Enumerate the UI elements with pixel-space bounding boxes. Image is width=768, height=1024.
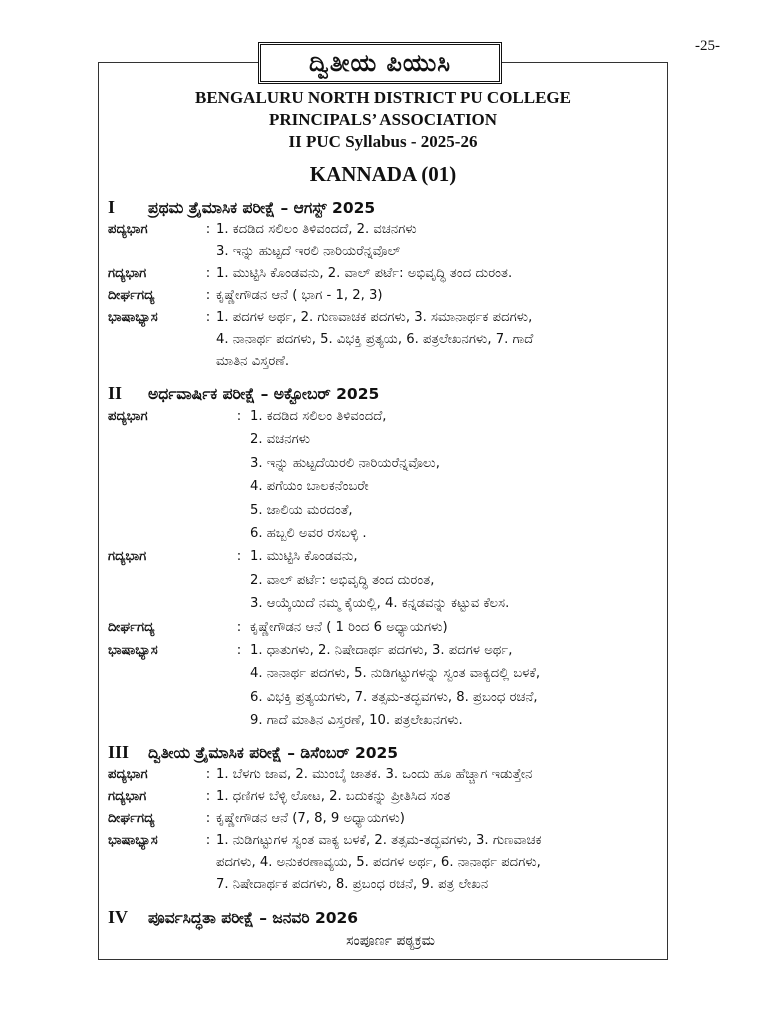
row-label: ದೀರ್ಘಗದ್ಯ xyxy=(108,619,155,635)
section-heading: ಪೂರ್ವಸಿದ್ಧತಾ ಪರೀಕ್ಷೆ – ಜನವರಿ 2026 xyxy=(148,909,359,928)
row-item: 1. ಪದಗಳ ಅರ್ಥ, 2. ಗುಣವಾಚಕ ಪದಗಳು, 3. ಸಮಾನಾರ್ಥಕ ಪದಗಳು, xyxy=(216,310,533,325)
row-item: 1. ಮುಟ್ಟಿಸಿ ಕೊಂಡವನು, xyxy=(250,549,358,565)
row-label: ಭಾಷಾಭ್ಯಾಸ xyxy=(108,833,158,849)
row-label: ಗದ್ಯಭಾಗ xyxy=(108,266,147,281)
syllabus-row: ಗದ್ಯಭಾಗ : 1. ಮುಟ್ಟಿಸಿ ಕೊಂಡವನು, 2. ವಾಲ್ ಪರ್ಟೆ: ಅಭಿವೃದ್ಧಿ ತಂದ ದುರಂತ. xyxy=(108,263,663,285)
section-title xyxy=(108,740,663,764)
row-item: 1. ಮುಟ್ಟಿಸಿ ಕೊಂಡವನು, 2. ವಾಲ್ ಪರ್ಟೆ: ಅಭಿವೃದ್ಧಿ ತಂದ ದುರಂತ. xyxy=(216,266,513,281)
section-half-yearly xyxy=(108,381,663,732)
row-label: ದೀರ್ಘಗದ್ಯ xyxy=(108,811,155,827)
row-label: ಗದ್ಯಭಾಗ xyxy=(108,549,147,565)
row-item: ಮಾತಿನ ವಿಸ್ತರಣೆ. xyxy=(216,354,290,369)
section-heading: ಪ್ರಥಮ ತ್ರೈಮಾಸಿಕ ಪರೀಕ್ಷೆ – ಆಗಸ್ಟ್ 2025 xyxy=(148,199,376,217)
row-item: 2. ವಾಲ್ ಪರ್ಟೆ: ಅಭಿವೃದ್ಧಿ ತಂದ ದುರಂತ, xyxy=(250,572,435,588)
row-item: 1. ಧಾತುಗಳು, 2. ನಿಷೇದಾರ್ಥ ಪದಗಳು, 3. ಪದಗಳ ಅರ್ಥ, xyxy=(250,642,513,658)
row-item: 3. ಇನ್ನು ಹುಟ್ಟದೆ ಇರಲಿ ನಾರಿಯರೆನ್ನವೊಲ್ xyxy=(216,244,401,259)
section-second-quarterly xyxy=(108,740,663,896)
syllabus-row: ಪದ್ಯಭಾಗ : 1. ಕದಡಿದ ಸಲಿಲಂ ತಿಳಿವಂದದೆ, 2. ವಚನಗಳು 3. ಇನ್ನು ಹುಟ್ಟದೆಯಿರಲಿ ನಾರಿಯರೆನ್ನವೊಲು, 4. ಪಗೆಯಂ ಬಾಲಕನೆಂಬರೇ 5. ಜಾಲಿಯ ಮರದಂತೆ, 6. ಹಬ್ಬಲಿ ಅವರ ರಸಬಳ್ಳಿ . xyxy=(108,405,663,545)
syllabus-row: ಪದ್ಯಭಾಗ : 1. ಕದಡಿದ ಸಲಿಲಂ ತಿಳಿವಂದದೆ, 2. ವಚನಗಳು 3. ಇನ್ನು ಹುಟ್ಟದೆ ಇರಲಿ ನಾರಿಯರೆನ್ನವೊಲ್ xyxy=(108,219,663,263)
section-number: I xyxy=(108,197,116,217)
row-label: ಭಾಷಾಭ್ಯಾಸ xyxy=(108,310,158,325)
row-item: 1. ಕದಡಿದ ಸಲಿಲಂ ತಿಳಿವಂದದೆ, 2. ವಚನಗಳು xyxy=(216,222,417,237)
row-item: 1. ಧಣಿಗಳ ಬೆಳ್ಳಿ ಲೋಟ, 2. ಬದುಕನ್ನು ಪ್ರೀತಿಸಿದ ಸಂತ xyxy=(216,789,451,805)
row-item: 2. ವಚನಗಳು xyxy=(250,432,311,448)
section-number: IV xyxy=(108,907,129,928)
row-label: ಪದ್ಯಭಾಗ xyxy=(108,409,148,424)
section-title xyxy=(108,381,663,405)
syllabus-row: ಭಾಷಾಭ್ಯಾಸ : 1. ನುಡಿಗಟ್ಟುಗಳ ಸ್ವಂತ ವಾಕ್ಯ ಬಳಕೆ, 2. ತತ್ಸಮ-ತದ್ಭವಗಳು, 3. ಗುಣವಾಚಕ ಪದಗಳು, 4. ಅನುಕರಣಾವ್ಯಯ, 5. ಪದಗಳ ಅರ್ಥ, 6. ನಾನಾರ್ಥ ಪದಗಳು, 7. ನಿಷೇದಾರ್ಥಕ ಪದಗಳು, 8. ಪ್ರಬಂಧ ರಚನೆ, 9. ಪತ್ರ ಲೇಖನ xyxy=(108,830,663,896)
row-item: 1. ಬೆಳಗು ಜಾವ, 2. ಮುಂಬೈ ಜಾತಕ. 3. ಒಂದು ಹೂ ಹೆಚ್ಚಾಗ ಇಡುತ್ತೇನ xyxy=(216,767,533,783)
row-item: ಕೃಷ್ಣೇಗೌಡನ ಆನೆ (7, 8, 9 ಅಧ್ಯಾಯಗಳು) xyxy=(216,811,405,827)
row-item: ಕೃಷ್ಣೇಗೌಡನ ಆನೆ ( ಭಾಗ - 1, 2, 3) xyxy=(216,288,383,303)
row-item: ಪದಗಳು, 4. ಅನುಕರಣಾವ್ಯಯ, 5. ಪದಗಳ ಅರ್ಥ, 6. ನಾನಾರ್ಥ ಪದಗಳು, xyxy=(216,855,541,871)
syllabus-row: ಪದ್ಯಭಾಗ : 1. ಬೆಳಗು ಜಾವ, 2. ಮುಂಬೈ ಜಾತಕ. 3. ಒಂದು ಹೂ ಹೆಚ್ಚಾಗ ಇಡುತ್ತೇನ xyxy=(108,764,663,786)
subject-title: KANNADA (01) xyxy=(309,162,457,186)
section-title xyxy=(108,904,663,930)
row-item: 1. ಕದಡಿದ ಸಲಿಲಂ ತಿಳಿವಂದದೆ, xyxy=(250,409,387,424)
row-item: ಕೃಷ್ಣೇಗೌಡನ ಆನೆ ( 1 ರಿಂದ 6 ಅಧ್ಯಾಯಗಳು) xyxy=(250,619,448,635)
row-label: ದೀರ್ಘಗದ್ಯ xyxy=(108,288,155,303)
section-number: II xyxy=(108,383,123,403)
page-number: -25- xyxy=(695,38,720,54)
section-heading: ಅರ್ಧವಾರ್ಷಿಕ ಪರೀಕ್ಷೆ – ಅಕ್ಟೋಬರ್ 2025 xyxy=(148,385,380,403)
syllabus-row: ಭಾಷಾಭ್ಯಾಸ : 1. ಧಾತುಗಳು, 2. ನಿಷೇದಾರ್ಥ ಪದಗಳು, 3. ಪದಗಳ ಅರ್ಥ, 4. ನಾನಾರ್ಥ ಪದಗಳು, 5. ನುಡಿಗಟ್ಟುಗಳನ್ನು ಸ್ವಂತ ವಾಕ್ಯದಲ್ಲಿ ಬಳಕೆ, 6. ವಿಭಕ್ತಿ ಪ್ರತ್ಯಯಗಳು, 7. ತತ್ಸಮ-ತದ್ಭವಗಳು, 8. ಪ್ರಬಂಧ ರಚನೆ, 9. ಗಾದೆ ಮಾತಿನ ವಿಸ್ತರಣೆ, 10. ಪತ್ರಲೇಖನಗಳು. xyxy=(108,639,663,733)
section-title xyxy=(108,195,663,219)
syllabus-row: ದೀರ್ಘಗದ್ಯ : ಕೃಷ್ಣೇಗೌಡನ ಆನೆ ( ಭಾಗ - 1, 2, 3) xyxy=(108,285,663,307)
row-item: 4. ಪಗೆಯಂ ಬಾಲಕನೆಂಬರೇ xyxy=(250,479,369,495)
row-item: 6. ವಿಭಕ್ತಿ ಪ್ರತ್ಯಯಗಳು, 7. ತತ್ಸಮ-ತದ್ಭವಗಳು, 8. ಪ್ರಬಂಧ ರಚನೆ, xyxy=(250,689,538,705)
row-item: 7. ನಿಷೇದಾರ್ಥಕ ಪದಗಳು, 8. ಪ್ರಬಂಧ ರಚನೆ, 9. ಪತ್ರ ಲೇಖನ xyxy=(216,877,489,893)
syllabus-content xyxy=(108,195,663,952)
row-label: ಗದ್ಯಭಾಗ xyxy=(108,789,147,805)
section-number: III xyxy=(108,742,130,763)
row-label: ಪದ್ಯಭಾಗ xyxy=(108,222,148,237)
row-item: 3. ಇನ್ನು ಹುಟ್ಟದೆಯಿರಲಿ ನಾರಿಯರೆನ್ನವೊಲು, xyxy=(250,455,440,471)
section-preparatory xyxy=(108,904,663,952)
row-item: 3. ಆಯ್ಕೆಯಿದೆ ನಮ್ಮ ಕೈಯಲ್ಲಿ, 4. ಕನ್ನಡವನ್ನು ಕಟ್ಟುವ ಕೆಲಸ. xyxy=(250,596,510,612)
row-item: 4. ನಾನಾರ್ಥ ಪದಗಳು, 5. ನುಡಿಗಟ್ಟುಗಳನ್ನು ಸ್ವಂತ ವಾಕ್ಯದಲ್ಲಿ ಬಳಕೆ, xyxy=(250,666,541,682)
row-label: ಪದ್ಯಭಾಗ xyxy=(108,767,148,783)
page-title: ದ್ವಿತೀಯ ಪಿಯುಸಿ xyxy=(258,42,502,84)
row-item: 4. ನಾನಾರ್ಥ ಪದಗಳು, 5. ವಿಭಕ್ತಿ ಪ್ರತ್ಯಯ, 6. ಪತ್ರಲೇಖನಗಳು, 7. ಗಾದೆ xyxy=(216,332,534,347)
syllabus-row: ಭಾಷಾಭ್ಯಾಸ : 1. ಪದಗಳ ಅರ್ಥ, 2. ಗುಣವಾಚಕ ಪದಗಳು, 3. ಸಮಾನಾರ್ಥಕ ಪದಗಳು, 4. ನಾನಾರ್ಥ ಪದಗಳು, 5. ವಿಭಕ್ತಿ ಪ್ರತ್ಯಯ, 6. ಪತ್ರಲೇಖನಗಳು, 7. ಗಾದೆ ಮಾತಿನ ವಿಸ್ತರಣೆ. xyxy=(108,307,663,373)
section-first-quarterly xyxy=(108,195,663,373)
row-item: 1. ನುಡಿಗಟ್ಟುಗಳ ಸ್ವಂತ ವಾಕ್ಯ ಬಳಕೆ, 2. ತತ್ಸಮ-ತದ್ಭವಗಳು, 3. ಗುಣವಾಚಕ xyxy=(216,833,542,849)
syllabus-year: II PUC Syllabus - 2025-26 xyxy=(288,132,478,151)
syllabus-row: ದೀರ್ಘಗದ್ಯ : ಕೃಷ್ಣೇಗೌಡನ ಆನೆ ( 1 ರಿಂದ 6 ಅಧ್ಯಾಯಗಳು) xyxy=(108,616,663,639)
syllabus-row: ದೀರ್ಘಗದ್ಯ : ಕೃಷ್ಣೇಗೌಡನ ಆನೆ (7, 8, 9 ಅಧ್ಯಾಯಗಳು) xyxy=(108,808,663,830)
full-syllabus-note: ಸಂಪೂರ್ಣ ಪಠ್ಯಕ್ರಮ xyxy=(346,933,435,950)
row-label: ಭಾಷಾಭ್ಯಾಸ xyxy=(108,642,158,658)
syllabus-row: ಗದ್ಯಭಾಗ : 1. ಮುಟ್ಟಿಸಿ ಕೊಂಡವನು, 2. ವಾಲ್ ಪರ್ಟೆ: ಅಭಿವೃದ್ಧಿ ತಂದ ದುರಂತ, 3. ಆಯ್ಕೆಯಿದೆ ನಮ್ಮ ಕೈಯಲ್ಲಿ, 4. ಕನ್ನಡವನ್ನು ಕಟ್ಟುವ ಕೆಲಸ. xyxy=(108,545,663,615)
row-item: 9. ಗಾದೆ ಮಾತಿನ ವಿಸ್ತರಣೆ, 10. ಪತ್ರಲೇಖನಗಳು. xyxy=(250,713,463,729)
association-line-1: BENGALURU NORTH DISTRICT PU COLLEGE xyxy=(195,88,571,107)
association-line-2: PRINCIPALS’ ASSOCIATION xyxy=(268,110,498,129)
syllabus-row: ಗದ್ಯಭಾಗ : 1. ಧಣಿಗಳ ಬೆಳ್ಳಿ ಲೋಟ, 2. ಬದುಕನ್ನು ಪ್ರೀತಿಸಿದ ಸಂತ xyxy=(108,786,663,808)
row-item: 5. ಜಾಲಿಯ ಮರದಂತೆ, xyxy=(250,502,353,518)
section-heading: ದ್ವಿತೀಯ ತ್ರೈಮಾಸಿಕ ಪರೀಕ್ಷೆ – ಡಿಸೆಂಬರ್ 2025 xyxy=(148,744,399,763)
row-item: 6. ಹಬ್ಬಲಿ ಅವರ ರಸಬಳ್ಳಿ . xyxy=(250,525,367,541)
